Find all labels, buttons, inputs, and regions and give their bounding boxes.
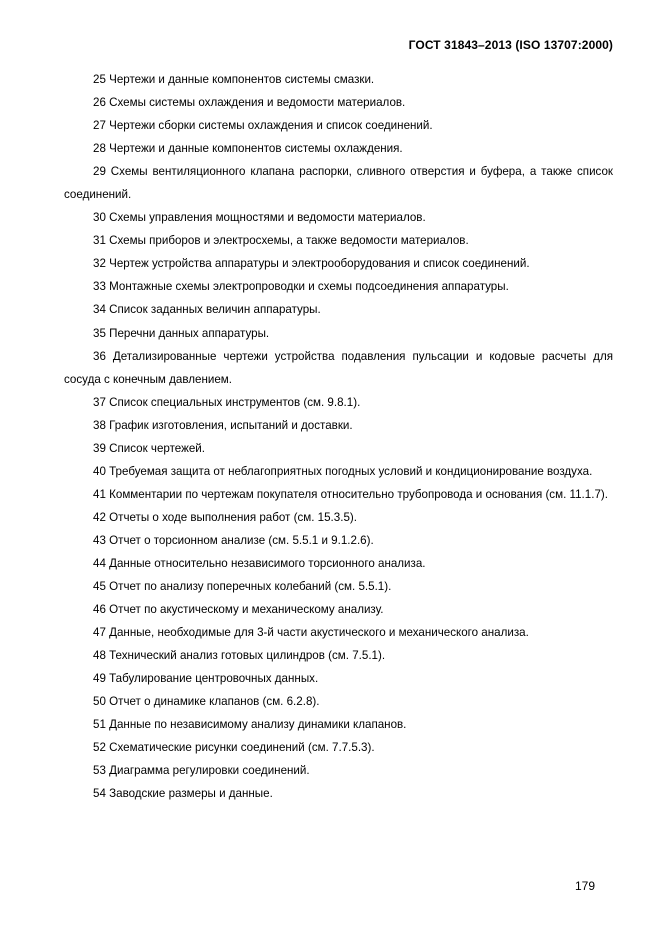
list-item: 39 Список чертежей. <box>93 441 205 455</box>
list-item: 50 Отчет о динамике клапанов (см. 6.2.8). <box>93 695 320 709</box>
list-item: 36 Детализированные чертежи устройства подавления пульсации и кодовые расчеты для сосуда с конечным давлением. <box>64 349 613 386</box>
list-item: 47 Данные, необходимые для 3-й части акустического и механического анализа. <box>93 626 529 640</box>
list-item: 27 Чертежи сборки системы охлаждения и список соединений. <box>93 119 433 133</box>
list-item: 29 Схемы вентиляционного клапана распорки, сливного отверстия и буфера, а также список соединений. <box>64 165 613 202</box>
page-number: 179 <box>575 879 596 893</box>
list-item: 34 Список заданных величин аппаратуры. <box>93 303 321 317</box>
list-item: 42 Отчеты о ходе выполнения работ (см. 15.3.5). <box>93 510 357 524</box>
list-item: 40 Требуемая защита от неблагоприятных погодных условий и кондиционирование воздуха. <box>93 464 593 478</box>
list-item: 49 Табулирование центровочных данных. <box>93 672 319 686</box>
list-item: 32 Чертеж устройства аппаратуры и электрооборудования и список соединений. <box>93 257 530 271</box>
list-item: 33 Монтажные схемы электропроводки и схемы подсоединения аппаратуры. <box>93 280 509 294</box>
list-item: 54 Заводские размеры и данные. <box>93 787 273 801</box>
document-body <box>64 68 613 806</box>
list-item: 31 Схемы приборов и электросхемы, а также ведомости материалов. <box>93 234 469 248</box>
list-item: 52 Схематические рисунки соединений (см. 7.7.5.3). <box>93 741 375 755</box>
list-item: 25 Чертежи и данные компонентов системы смазки. <box>93 73 375 86</box>
list-item: 37 Список специальных инструментов (см. 9.8.1). <box>93 395 361 409</box>
list-item: 35 Перечни данных аппаратуры. <box>93 326 270 340</box>
list-item: 53 Диаграмма регулировки соединений. <box>93 764 310 778</box>
list-item: 26 Схемы системы охлаждения и ведомости материалов. <box>93 96 406 110</box>
list-item: 38 График изготовления, испытаний и доставки. <box>93 418 353 432</box>
list-item: 43 Отчет о торсионном анализе (см. 5.5.1 и 9.1.2.6). <box>93 533 374 547</box>
list-item: 30 Схемы управления мощностями и ведомости материалов. <box>93 211 426 225</box>
list-item: 46 Отчет по акустическому и механическому анализу. <box>93 603 384 617</box>
list-item: 41 Комментарии по чертежам покупателя относительно трубопровода и основания (см. 11.1.7). <box>93 487 608 501</box>
list-item: 51 Данные по независимому анализу динамики клапанов. <box>93 718 407 732</box>
list-item: 28 Чертежи и данные компонентов системы охлаждения. <box>93 142 403 156</box>
document-header: ГОСТ 31843–2013 (ISO 13707:2000) <box>408 38 613 52</box>
list-item: 45 Отчет по анализу поперечных колебаний (см. 5.5.1). <box>93 580 392 594</box>
list-item: 44 Данные относительно независимого торсионного анализа. <box>93 556 426 570</box>
list-item: 48 Технический анализ готовых цилиндров (см. 7.5.1). <box>93 649 386 663</box>
